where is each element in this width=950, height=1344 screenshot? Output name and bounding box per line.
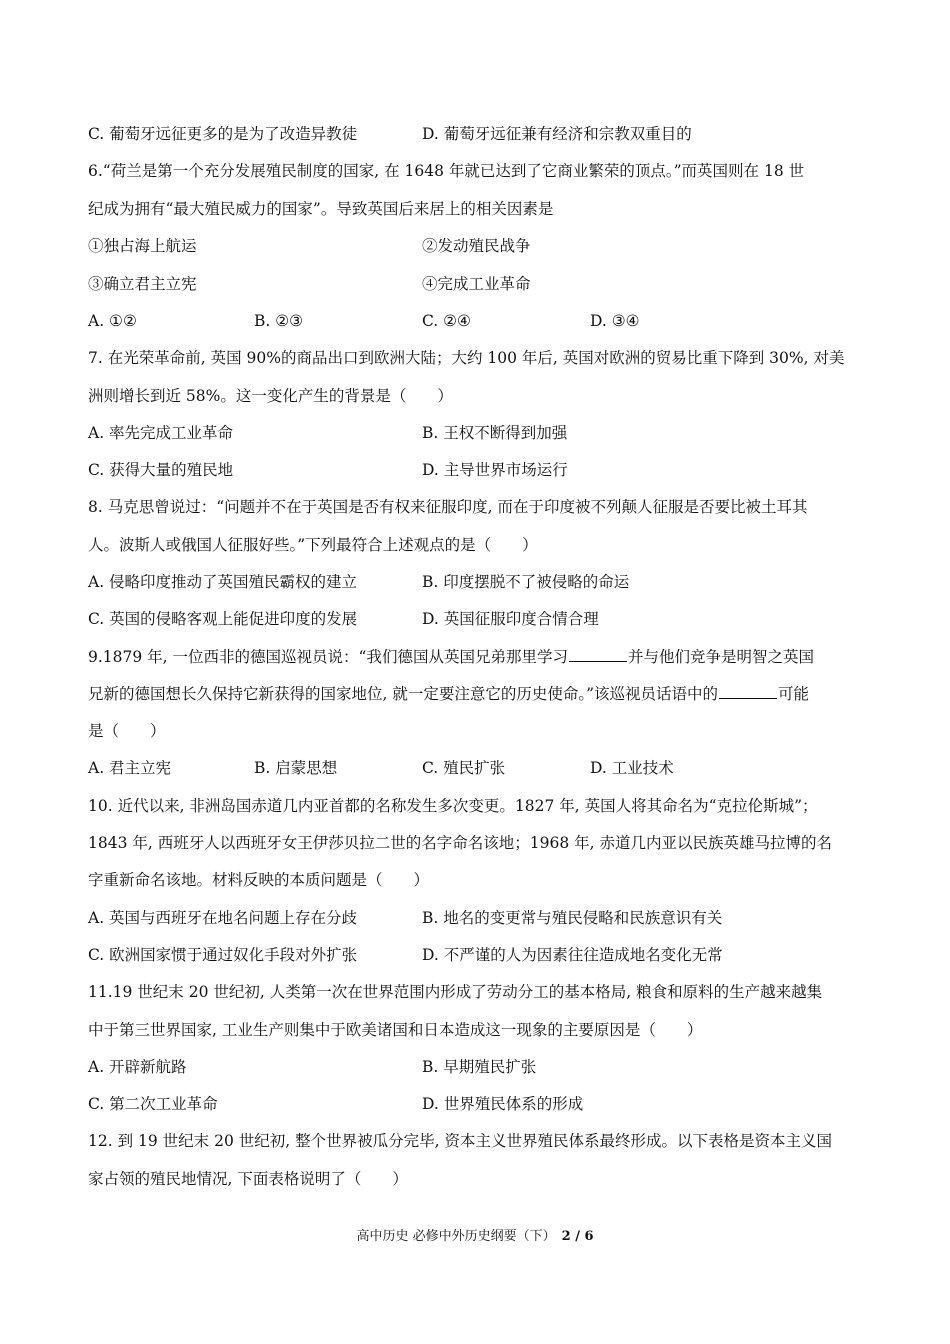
q10-stem-line2: 1843 年, 西班牙人以西班牙女王伊莎贝拉二世的名字命名该地；1968 年, 赤道几内亚以民族英雄马拉博的名 [88, 834, 832, 852]
page-number: 2 / 6 [561, 1229, 594, 1244]
q9-stem-line1-part2: 并与他们竞争是明智之英国 [627, 648, 814, 666]
page-footer [0, 1225, 950, 1244]
q6-option-d: D. ③④ [590, 312, 640, 330]
q6-item-4: ④完成工业革命 [422, 275, 531, 293]
q8-stem-line2: 人。波斯人或俄国人征服好些。”下列最符合上述观点的是（ ） [88, 536, 538, 554]
q7-option-c: C. 获得大量的殖民地 [88, 461, 234, 479]
q9-blank-1 [569, 647, 627, 662]
q9-option-b: B. 启蒙思想 [254, 759, 338, 777]
q5-option-c: C. 葡萄牙远征更多的是为了改造异教徒 [88, 125, 358, 143]
q11-stem-line1: 11.19 世纪末 20 世纪初, 人类第一次在世界范围内形成了劳动分工的基本格局, 粮食和原料的生产越来越集 [88, 983, 823, 1001]
q6-option-a: A. ①② [88, 312, 137, 330]
q11-stem-line2: 中于第三世界国家, 工业生产则集中于欧美诸国和日本造成这一现象的主要原因是（ ） [88, 1021, 703, 1039]
q9-stem-line2-part2: 可能 [778, 685, 810, 703]
q7-stem-line2: 洲则增长到近 58%。这一变化产生的背景是（ ） [88, 387, 453, 405]
q6-option-b: B. ②③ [254, 312, 304, 330]
q12-stem-line1: 12. 到 19 世纪末 20 世纪初, 整个世界被瓜分完毕, 资本主义世界殖民体系最终形成。以下表格是资本主义国 [88, 1132, 832, 1150]
q6-option-c: C. ②④ [422, 312, 471, 330]
q8-option-b: B. 印度摆脱不了被侵略的命运 [422, 573, 630, 591]
q12-stem-line2: 家占领的殖民地情况, 下面表格说明了（ ） [88, 1170, 408, 1188]
q9-stem-line1 [88, 647, 814, 667]
q10-stem-line3: 字重新命名该地。材料反映的本质问题是（ ） [88, 871, 430, 889]
q9-stem-line2 [88, 684, 809, 704]
q9-option-d: D. 工业技术 [590, 759, 674, 777]
q6-stem-line1: 6.“荷兰是第一个充分发展殖民制度的国家, 在 1648 年就已达到了它商业繁荣的顶点。”而英国则在 18 世 [88, 162, 805, 180]
q9-blank-2 [719, 684, 777, 699]
q9-option-c: C. 殖民扩张 [422, 759, 506, 777]
q6-item-1: ①独占海上航运 [88, 237, 197, 255]
q10-stem-line1: 10. 近代以来, 非洲岛国赤道几内亚首都的名称发生多次变更。1827 年, 英国人将其命名为“克拉伦斯城”； [88, 797, 818, 815]
q8-option-c: C. 英国的侵略客观上能促进印度的发展 [88, 610, 358, 628]
q6-item-2: ②发动殖民战争 [422, 237, 531, 255]
q10-option-c: C. 欧洲国家惯于通过奴化手段对外扩张 [88, 946, 358, 964]
q11-option-a: A. 开辟新航路 [88, 1058, 187, 1076]
q6-item-3: ③确立君主立宪 [88, 275, 197, 293]
q10-option-d: D. 不严谨的人为因素往往造成地名变化无常 [422, 946, 723, 964]
q7-option-d: D. 主导世界市场运行 [422, 461, 568, 479]
q8-stem-line1: 8. 马克思曾说过：“问题并不在于英国是否有权来征服印度, 而在于印度被不列颠人征服是否要比被土耳其 [88, 498, 808, 516]
q9-stem-line2-part1: 兄新的德国想长久保持它新获得的国家地位, 就一定要注意它的历史使命。”该巡视员话语中的 [88, 685, 719, 703]
q11-option-b: B. 早期殖民扩张 [422, 1058, 537, 1076]
q8-option-d: D. 英国征服印度合情合理 [422, 610, 599, 628]
q9-stem-line3: 是（ ） [88, 722, 166, 740]
q11-option-d: D. 世界殖民体系的形成 [422, 1095, 584, 1113]
q7-option-b: B. 王权不断得到加强 [422, 424, 568, 442]
q8-option-a: A. 侵略印度推动了英国殖民霸权的建立 [88, 573, 358, 591]
q7-stem-line1: 7. 在光荣革命前, 英国 90%的商品出口到欧洲大陆；大约 100 年后, 英国对欧洲的贸易比重下降到 30%, 对美 [88, 349, 845, 367]
footer-title: 高中历史 必修中外历史纲要（下） [356, 1229, 556, 1244]
q11-option-c: C. 第二次工业革命 [88, 1095, 218, 1113]
q10-option-b: B. 地名的变更常与殖民侵略和民族意识有关 [422, 909, 723, 927]
q9-stem-line1-part1: 9.1879 年, 一位西非的德国巡视员说：“我们德国从英国兄弟那里学习 [88, 648, 568, 666]
q6-stem-line2: 纪成为拥有“最大殖民威力的国家”。导致英国后来居上的相关因素是 [88, 200, 554, 218]
q7-option-a: A. 率先完成工业革命 [88, 424, 234, 442]
q5-option-d: D. 葡萄牙远征兼有经济和宗教双重目的 [422, 125, 692, 143]
q9-option-a: A. 君主立宪 [88, 759, 172, 777]
q10-option-a: A. 英国与西班牙在地名问题上存在分歧 [88, 909, 358, 927]
